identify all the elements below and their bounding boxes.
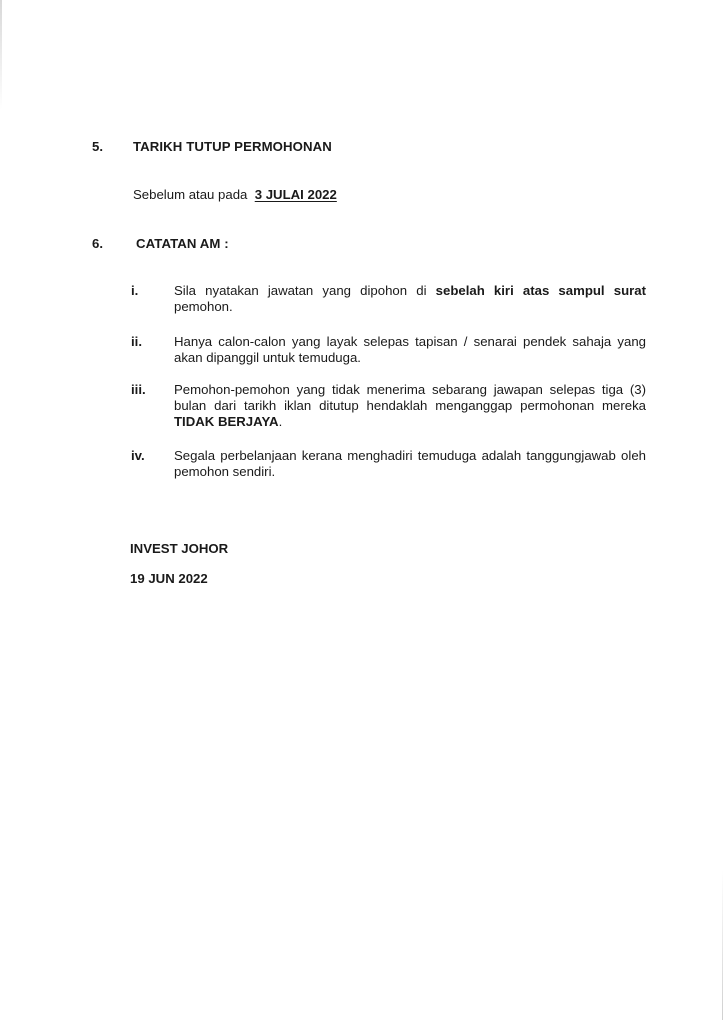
note-text: Segala perbelanjaan kerana menghadiri temuduga adalah tanggungjawab oleh pemohon sendiri. xyxy=(174,448,646,479)
scan-edge-right xyxy=(722,870,723,1020)
note-numeral: iv. xyxy=(131,448,145,463)
note-numeral: i. xyxy=(131,283,139,298)
section-5-number: 5. xyxy=(92,139,103,154)
signature-date: 19 JUN 2022 xyxy=(130,571,208,586)
note-numeral: ii. xyxy=(131,334,142,349)
note-numeral: iii. xyxy=(131,382,146,397)
closing-date-prefix: Sebelum atau pada xyxy=(133,187,248,202)
note-emphasis: TIDAK BERJAYA xyxy=(174,414,279,429)
note-text: Pemohon-pemohon yang tidak menerima sebarang jawapan selepas tiga (3) bulan dari tarikh iklan ditutup hendaklah menganggap permohonan mereka TIDAK BERJAYA. xyxy=(174,382,646,429)
note-text: Hanya calon-calon yang layak selepas tapisan / senarai pendek sahaja yang akan dipanggil untuk temuduga. xyxy=(174,334,646,365)
note-text: Sila nyatakan jawatan yang dipohon di sebelah kiri atas sampul surat pemohon. xyxy=(174,283,646,314)
section-5-title: TARIKH TUTUP PERMOHONAN xyxy=(133,139,332,154)
signature-organization: INVEST JOHOR xyxy=(130,541,229,556)
closing-date-line xyxy=(133,187,337,202)
section-6-title: CATATAN AM : xyxy=(136,236,229,251)
scan-edge-left xyxy=(0,0,2,110)
section-6-number: 6. xyxy=(92,236,103,251)
note-emphasis: sebelah kiri atas sampul surat xyxy=(435,283,646,298)
closing-date-value: 3 JULAI 2022 xyxy=(254,187,337,202)
